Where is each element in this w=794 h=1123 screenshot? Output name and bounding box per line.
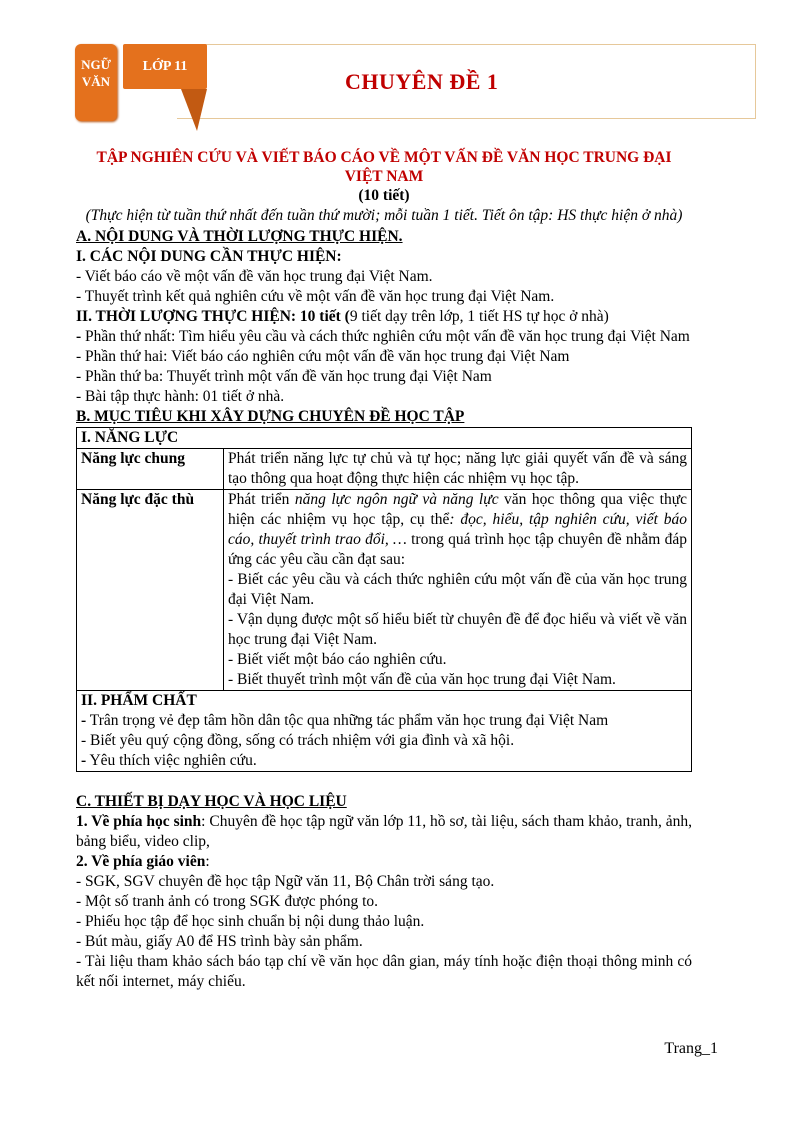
teachers-heading: [76, 852, 692, 872]
quality-item-2: [81, 731, 687, 751]
specific-pre: Phát triển: [228, 491, 295, 508]
general-competence-text: Phát triển năng lực tự chủ và tự học; năng lực giải quyết vấn đề và sáng tạo thông qua hoạt động thực hiện các nhiệm vụ học tập.: [224, 449, 692, 490]
quality-header: II. PHẨM CHẤT: [81, 692, 197, 709]
teacher-item-4: - Bút màu, giấy A0 để HS trình bày sản phẩm.: [76, 933, 363, 950]
specific-competence-label: Năng lực đặc thù: [77, 490, 224, 691]
grade-badge-tail: [123, 89, 207, 131]
specific-item-1: - Biết các yêu cầu và cách thức nghiên cứu một vấn đề của văn học trung đại Việt Nam.: [228, 571, 687, 608]
quality-cell: [77, 691, 692, 772]
part-1-text: Phần thứ nhất: Tìm hiểu yêu cầu và cách thức nghiên cứu một vấn đề văn học trung đại Việt Nam: [81, 328, 690, 345]
teachers-label: 2. Về phía giáo viên: [76, 853, 206, 870]
section-a-sub1: I. CÁC NỘI DUNG CẦN THỰC HIỆN:: [76, 248, 342, 265]
section-a-heading: A. NỘI DUNG VÀ THỜI LƯỢNG THỰC HIỆN.: [76, 228, 403, 245]
header-banner: [75, 44, 756, 121]
duration-label: II. THỜI LƯỢNG THỰC HIỆN: 10 tiết (: [76, 308, 350, 325]
quality-item-1: [81, 711, 687, 731]
specific-italic-1: năng lực ngôn ngữ và năng lực: [294, 491, 499, 508]
chapter-title: CHUYÊN ĐỀ 1: [345, 69, 499, 94]
section-a-sub2: [76, 307, 692, 327]
section-c-heading: C. THIẾT BỊ DẠY HỌC VÀ HỌC LIỆU: [76, 793, 347, 810]
part-1-dash: -: [76, 328, 82, 345]
quality-item-3-text: Yêu thích việc nghiên cứu.: [86, 752, 257, 769]
general-competence-label: Năng lực chung: [77, 449, 224, 490]
subject-line-1: NGỮ: [81, 57, 111, 72]
students-label: 1. Về phía học sinh: [76, 813, 202, 830]
document-title: TẬP NGHIÊN CỨU VÀ VIẾT BÁO CÁO VỀ MỘT VẤN ĐỀ VĂN HỌC TRUNG ĐẠI VIỆT NAM: [96, 149, 672, 185]
students-text: : Chuyên đề học tập ngữ văn lớp 11, hồ sơ, tài liệu, sách tham khảo, tranh, ảnh, bảng biểu, video clip,: [76, 813, 692, 850]
part-4: - Bài tập thực hành: 01 tiết ở nhà.: [76, 388, 285, 405]
subject-badge: [75, 44, 117, 121]
teacher-item-2: - Một số tranh ảnh có trong SGK được phóng to.: [76, 893, 379, 910]
competence-header-row: [77, 428, 692, 449]
part-1: [76, 327, 692, 347]
competence-header: I. NĂNG LỰC: [77, 428, 692, 449]
part-2: - Phần thứ hai: Viết báo cáo nghiên cứu một vấn đề văn học trung đại Việt Nam: [76, 348, 570, 365]
quality-item-1-text: Trân trọng vẻ đẹp tâm hồn dân tộc qua những tác phẩm văn học trung đại Việt Nam: [86, 712, 609, 729]
subject-line-2: VĂN: [81, 74, 111, 89]
grade-badge: LỚP 11: [123, 44, 207, 89]
specific-post: trong quá trình học tập chuyên đề nhằm đáp ứng các yêu cầu cần đạt sau:: [228, 531, 687, 568]
teacher-item-5: - Tài liệu tham khảo sách báo tạp chí về văn học dân gian, máy tính hoặc điện thoại thông minh có kết nối internet, máy chiếu.: [76, 953, 692, 990]
page-number: Trang_1: [664, 1040, 718, 1057]
specific-italic-2: : đọc, hiểu, tập nghiên cứu, viết báo cáo, thuyết trình trao đổi, …: [228, 511, 687, 548]
general-competence-row: [77, 449, 692, 490]
schedule-note: (Thực hiện từ tuần thứ nhất đến tuần thứ mười; mỗi tuần 1 tiết. Tiết ôn tập: HS thực hiện ở nhà): [85, 207, 683, 224]
specific-mid: văn học thông qua việc thực hiện các nhiệm vụ học tập, cụ thể: [228, 491, 687, 528]
quality-item-2-text: - Biết yêu quý cộng đồng, sống có trách nhiệm với gia đình và xã hội.: [81, 732, 515, 749]
objectives-table: [76, 427, 692, 772]
duration-detail: 9 tiết dạy trên lớp, 1 tiết HS tự học ở nhà): [349, 308, 609, 325]
specific-competence-row: [77, 490, 692, 691]
periods-count: (10 tiết): [358, 187, 410, 204]
teacher-item-3: - Phiếu học tập để học sinh chuẩn bị nội dung thảo luận.: [76, 913, 425, 930]
quality-item-3-dash: -: [81, 752, 87, 769]
students-paragraph: [76, 812, 692, 852]
specific-competence-text: [224, 490, 692, 691]
part-3: - Phần thứ ba: Thuyết trình một vấn đề văn học trung đại Việt Nam: [76, 368, 492, 385]
specific-item-3: - Biết viết một báo cáo nghiên cứu.: [228, 651, 447, 668]
quality-item-3: [81, 751, 687, 771]
section-b-heading: B. MỤC TIÊU KHI XÂY DỰNG CHUYÊN ĐỀ HỌC TẬP: [76, 408, 465, 425]
quality-row: [77, 691, 692, 772]
document-body: [76, 148, 692, 992]
section-a-item-1: - Viết báo cáo về một vấn đề văn học trung đại Việt Nam.: [76, 268, 433, 285]
specific-item-4: - Biết thuyết trình một vấn đề của văn học trung đại Việt Nam.: [228, 671, 616, 688]
section-a-item-2: - Thuyết trình kết quả nghiên cứu về một vấn đề văn học trung đại Việt Nam.: [76, 288, 555, 305]
specific-intro: [228, 490, 687, 570]
specific-item-2: - Vận dụng được một số hiểu biết từ chuyên đề để đọc hiểu và viết về văn học trung đại Việt Nam.: [228, 611, 687, 648]
teachers-colon: :: [205, 853, 210, 870]
quality-item-1-dash: -: [81, 712, 87, 729]
teacher-item-1: - SGK, SGV chuyên đề học tập Ngữ văn 11, Bộ Chân trời sáng tạo.: [76, 873, 495, 890]
